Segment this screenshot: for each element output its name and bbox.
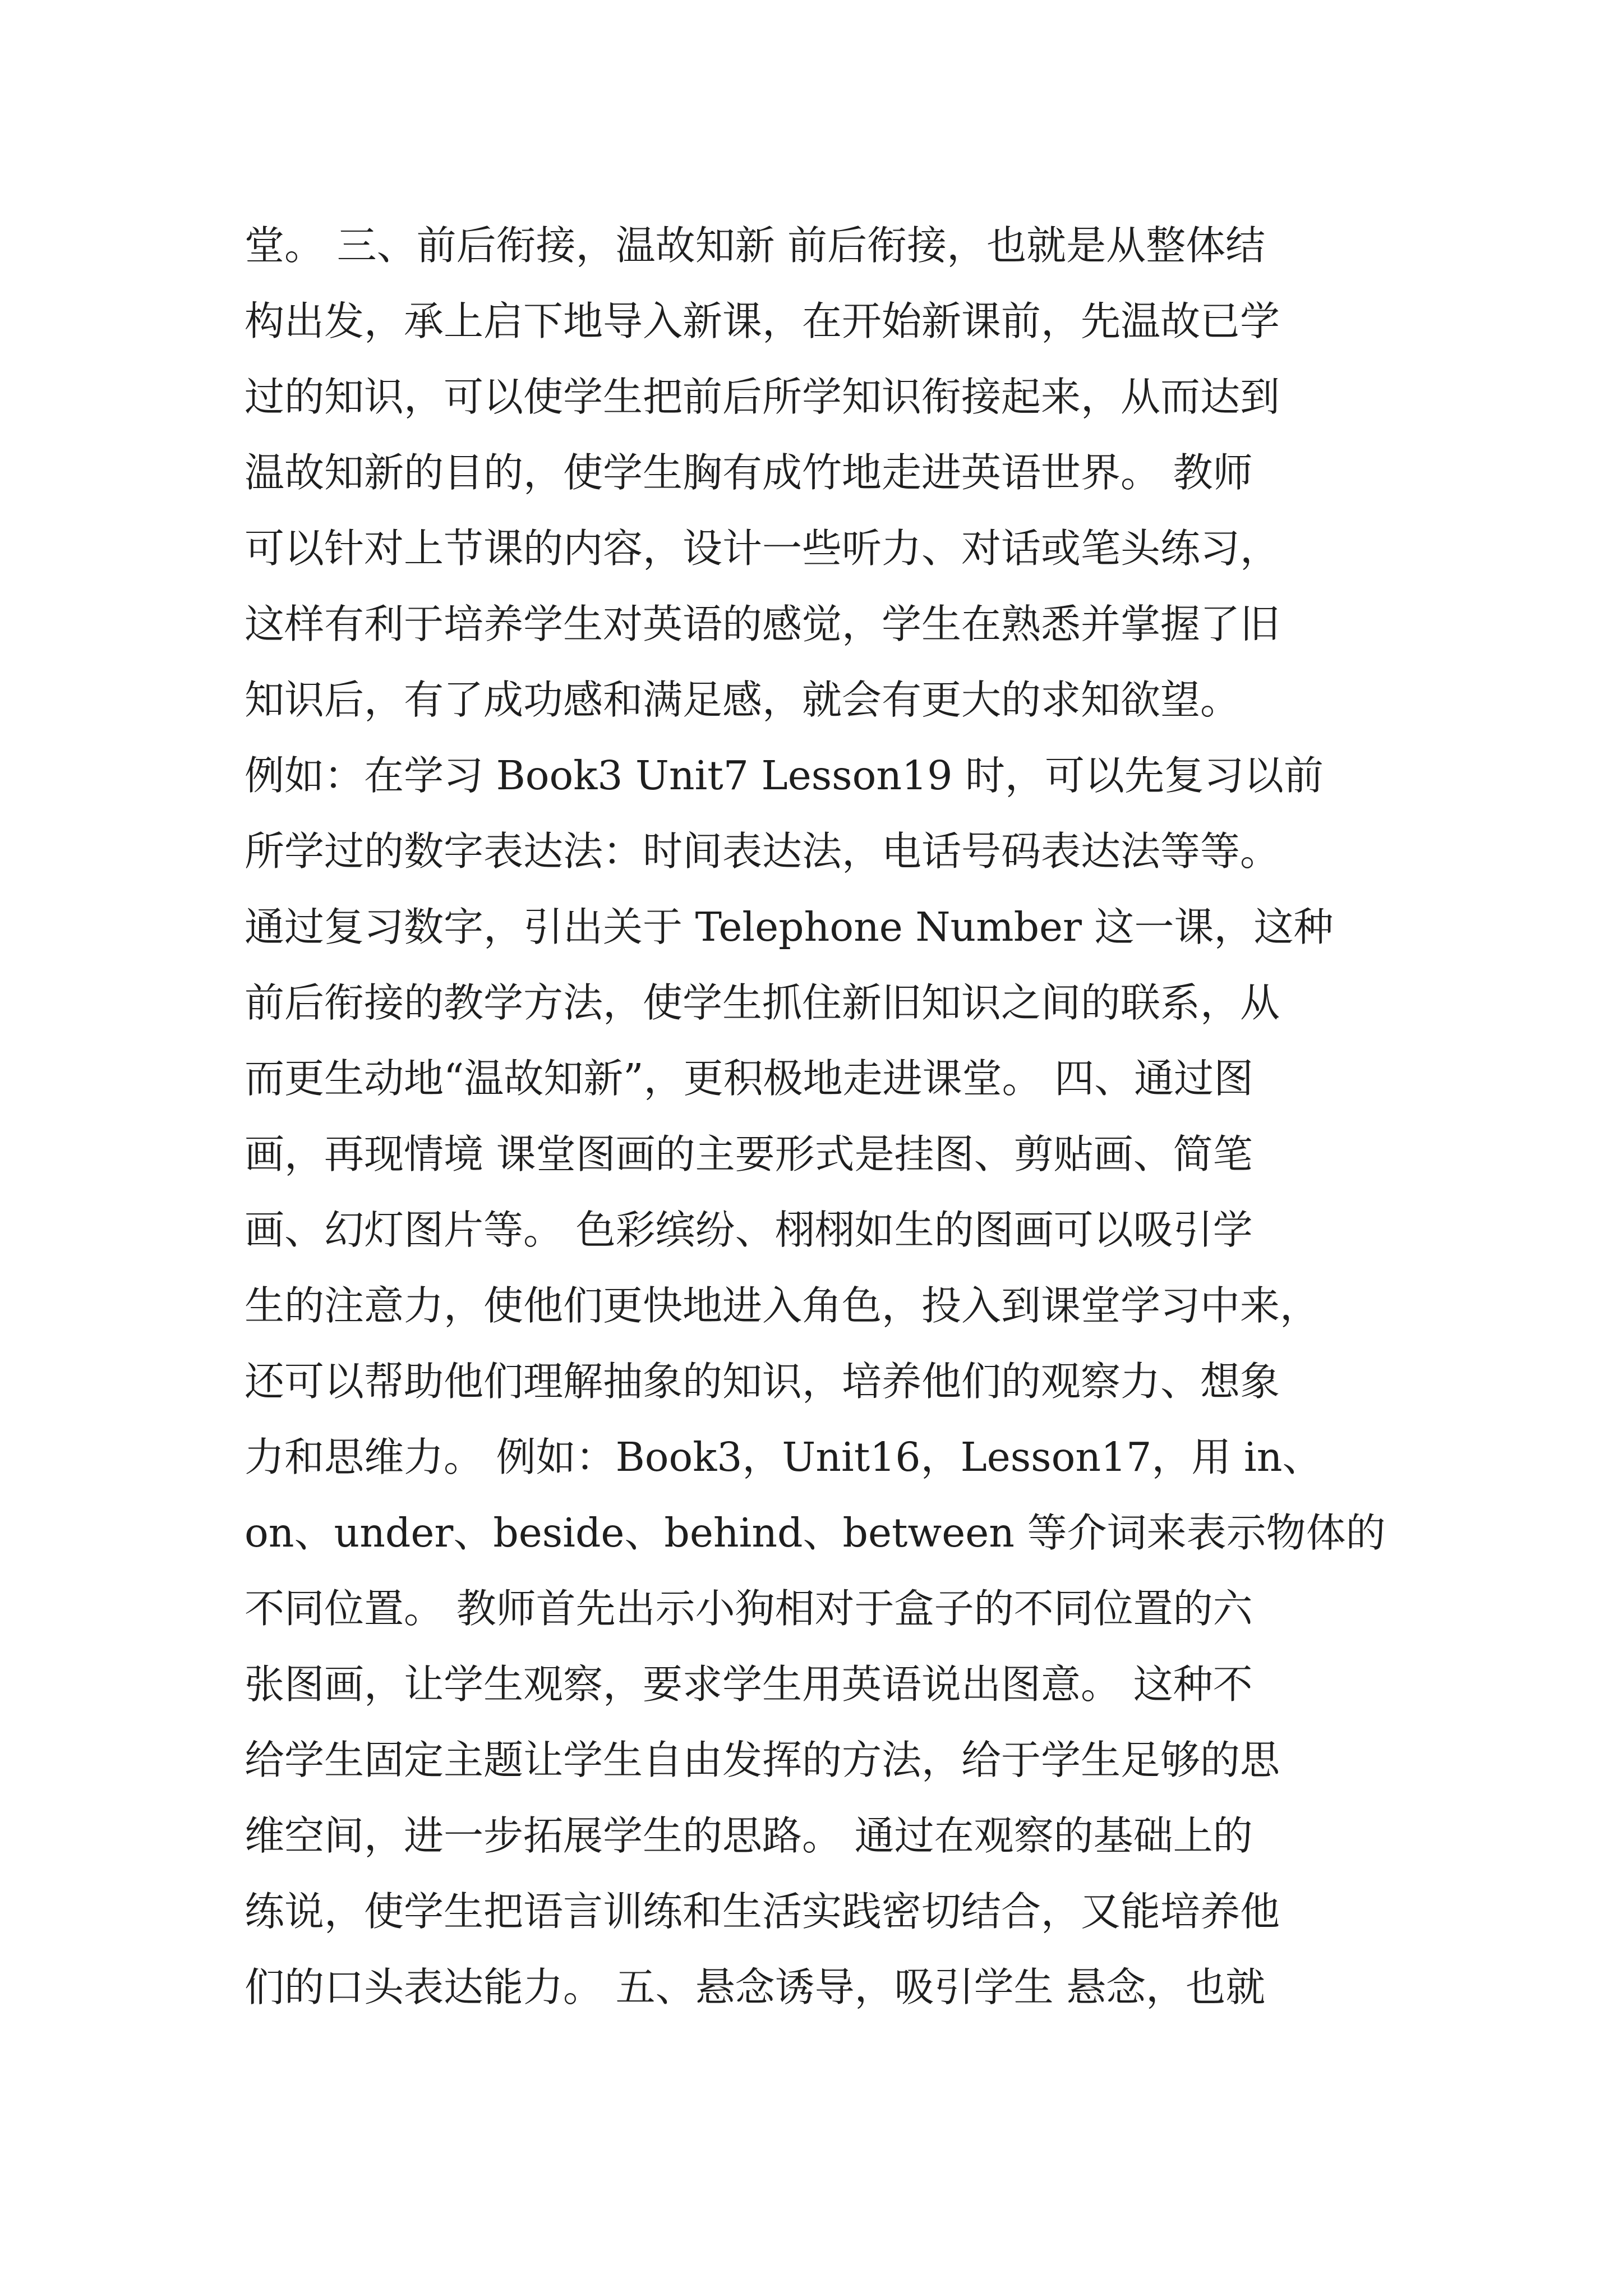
text-line: 还可以帮助他们理解抽象的知识，培养他们的观察力、想象 [245,1358,1280,1405]
text-line: 温故知新的目的，使学生胸有成竹地走进英语世界。 教师 [245,449,1253,496]
text-line: 力和思维力。 例如：Book3，Unit16，Lesson17，用 in、 [245,1434,1322,1480]
body-text [245,208,1400,2025]
text-line: 前后衔接的教学方法，使学生抓住新旧知识之间的联系，从 [245,979,1280,1026]
text-line: 们的口头表达能力。 五、悬念诱导，吸引学生 悬念，也就 [245,1964,1266,2010]
text-line: 过的知识，可以使学生把前后所学知识衔接起来，从而达到 [245,374,1280,420]
text-line: 例如：在学习 Book3 Unit7 Lesson19 时，可以先复习以前 [245,752,1324,799]
text-line: 而更生动地“温故知新”，更积极地走进课堂。 四、通过图 [245,1055,1254,1102]
text-line: 张图画，让学生观察，要求学生用英语说出图意。 这种不 [245,1661,1253,1708]
text-line: 生的注意力，使他们更快地进入角色，投入到课堂学习中来， [245,1282,1320,1329]
text-line: 通过复习数字，引出关于 Telephone Number 这一课，这种 [245,904,1334,950]
text-line: 所学过的数字表达法：时间表达法，电话号码表达法等等。 [245,828,1280,875]
text-line: 堂。 三、前后衔接，温故知新 前后衔接，也就是从整体结 [245,222,1266,269]
text-line: 构出发，承上启下地导入新课，在开始新课前，先温故已学 [245,298,1280,344]
text-line: 可以针对上节课的内容，设计一些听力、对话或笔头练习， [245,525,1280,572]
text-line: 知识后，有了成功感和满足感，就会有更大的求知欲望。 [245,677,1241,723]
text-line: 这样有利于培养学生对英语的感觉，学生在熟悉并掌握了旧 [245,601,1280,647]
text-line: 不同位置。 教师首先出示小狗相对于盒子的不同位置的六 [245,1585,1253,1632]
text-line: 维空间，进一步拓展学生的思路。 通过在观察的基础上的 [245,1812,1253,1859]
text-line: 画、幻灯图片等。 色彩缤纷、栩栩如生的图画可以吸引学 [245,1207,1253,1253]
text-line: 练说，使学生把语言训练和生活实践密切结合，又能培养他 [245,1888,1280,1935]
text-line: on、under、beside、behind、between 等介词来表示物体的 [245,1510,1386,1556]
text-line: 画，再现情境 课堂图画的主要形式是挂图、剪贴画、简笔 [245,1131,1253,1177]
text-line: 给学生固定主题让学生自由发挥的方法，给于学生足够的思 [245,1737,1280,1783]
